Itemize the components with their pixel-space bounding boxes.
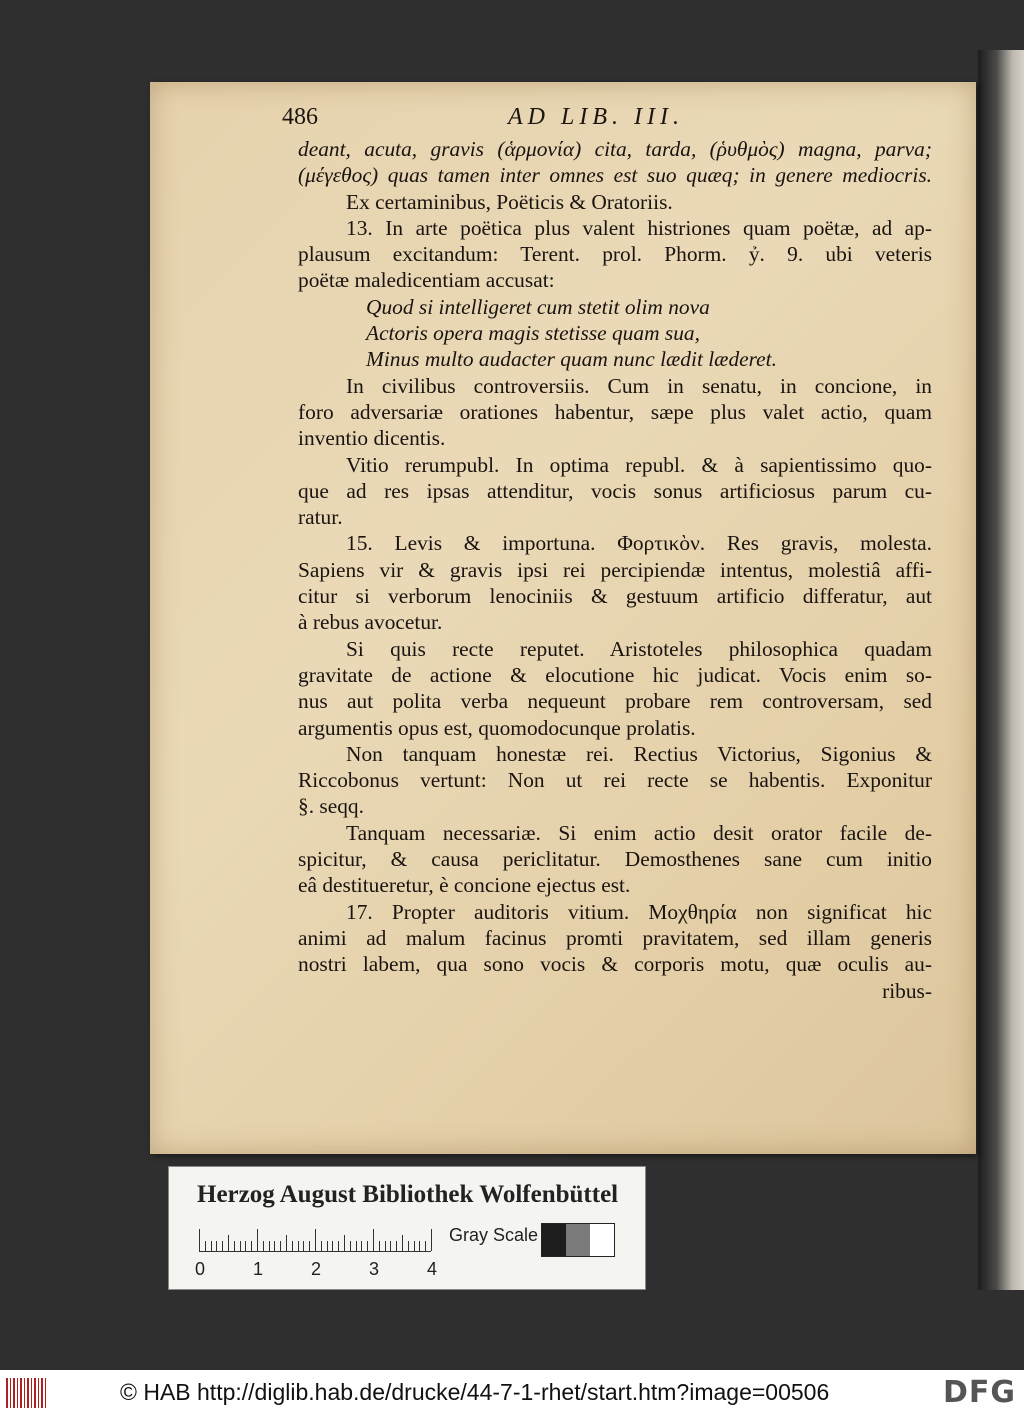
gray-scale-label: Gray Scale: [449, 1225, 539, 1245]
ruler-tick: [211, 1241, 212, 1251]
page-number: 486: [282, 104, 318, 130]
ruler-tick: [356, 1241, 357, 1251]
text-line: 13. In arte poëtica plus valent histriones quam poëtæ, ad ap-: [346, 215, 932, 240]
text-line: §. seqq.: [298, 794, 364, 819]
text-line: Sapiens vir & gravis ipsi rei percipiendæ intentus, molestiâ affi-: [298, 557, 932, 582]
ruler-tick: [274, 1241, 275, 1251]
dfg-logo: DFG: [942, 1375, 1016, 1410]
ruler-tick: [222, 1241, 223, 1251]
ruler-tick: [390, 1241, 391, 1251]
ruler-label: 3: [369, 1259, 380, 1279]
ruler-label: 2: [311, 1259, 322, 1279]
ruler-tick: [408, 1241, 409, 1251]
gray-scale-swatches: [541, 1223, 615, 1257]
text-line: citur si verborum lenociniis & gestuum artificio differatur, aut: [298, 584, 932, 609]
ruler-tick: [245, 1241, 246, 1251]
ruler-tick: [338, 1241, 339, 1251]
ruler-tick: [303, 1241, 304, 1251]
ruler-tick: [414, 1241, 415, 1251]
gray-swatch: [542, 1224, 566, 1256]
text-line: foro adversariæ orationes habentur, sæpe plus valet actio, quam: [298, 399, 932, 424]
ruler-tick: [425, 1241, 426, 1251]
text-line: argumentis opus est, quomodocunque prolatis.: [298, 715, 696, 740]
text-line: deant, acuta, gravis (ἁρμονία) cita, tarda, (ῥυθμὸς) magna, parva;: [298, 137, 932, 161]
page-text: [298, 136, 932, 1004]
text-line: Ex certaminibus, Poëticis & Oratoriis.: [346, 189, 673, 214]
ruler-tick: [396, 1241, 397, 1251]
text-line: gravitate de actione & elocutione hic judicat. Vocis enim so-: [298, 662, 932, 687]
text-line: Riccobonus vertunt: Non ut rei recte se habentis. Exponitur: [298, 768, 932, 793]
ruler-tick: [199, 1229, 200, 1251]
text-line: eâ destitueretur, è concione ejectus est.: [298, 873, 631, 898]
text-line: à rebus avocetur.: [298, 610, 443, 635]
ruler-tick: [263, 1241, 264, 1251]
text-line: Quod si intelligeret cum stetit olim nova: [366, 294, 710, 319]
ruler-tick: [379, 1241, 380, 1251]
text-line: 17. Propter auditoris vitium. Μοχθηρία non significat hic: [346, 899, 932, 924]
ruler-tick: [257, 1229, 258, 1251]
ruler-tick: [321, 1241, 322, 1251]
ruler-tick: [286, 1235, 287, 1251]
ruler-tick: [385, 1241, 386, 1251]
hab-logo-icon: [6, 1378, 46, 1408]
ruler-tick: [327, 1241, 328, 1251]
text-line: ratur.: [298, 505, 343, 530]
ruler-tick: [251, 1241, 252, 1251]
ruler-tick: [280, 1241, 281, 1251]
text-line: nus aut polita verba nequeunt probare rem controversam, sed: [298, 689, 932, 714]
copyright-url: © HAB http://diglib.hab.de/drucke/44-7-1-rhet/start.htm?image=00506: [120, 1379, 830, 1405]
text-line: inventio dicentis.: [298, 426, 446, 451]
ruler-tick: [315, 1229, 316, 1251]
ruler-tick: [216, 1241, 217, 1251]
text-line: 15. Levis & importuna. Φορτικὸν. Res gravis, molesta.: [346, 531, 932, 556]
ruler-tick: [344, 1235, 345, 1251]
ruler-tick: [240, 1241, 241, 1251]
text-line: Vitio rerumpubl. In optima republ. & à sapientissimo quo-: [346, 452, 932, 477]
text-line: Tanquam necessariæ. Si enim actio desit orator facile de-: [346, 820, 932, 845]
library-name: Herzog August Bibliothek Wolfenbüttel: [197, 1181, 619, 1208]
ruler-tick: [350, 1241, 351, 1251]
ruler-tick: [269, 1241, 270, 1251]
ruler-tick: [298, 1241, 299, 1251]
ruler-tick: [431, 1229, 432, 1251]
ruler-baseline: [199, 1251, 431, 1252]
ruler-tick: [234, 1241, 235, 1251]
text-line: In civilibus controversiis. Cum in senatu, in concione, in: [346, 373, 932, 398]
ruler-tick: [419, 1241, 420, 1251]
ruler-tick: [332, 1241, 333, 1251]
text-line: Minus multo audacter quam nunc lædit læderet.: [366, 347, 777, 372]
ruler-tick: [367, 1241, 368, 1251]
text-line: ribus-: [882, 978, 932, 1003]
text-line: animi ad malum facinus promti pravitatem, sed illam generis: [298, 925, 932, 950]
text-line: que ad res ipsas attenditur, vocis sonus artificiosus parum cu-: [298, 478, 932, 503]
text-line: spicitur, & causa periclitatur. Demosthenes sane cum initio: [298, 847, 932, 872]
text-line: (μέγεθος) quas tamen inter omnes est suo quæq; in genere mediocris.: [298, 163, 932, 188]
footer-bar: [0, 1370, 1024, 1416]
ruler-tick: [228, 1235, 229, 1251]
ruler-tick: [361, 1241, 362, 1251]
gray-swatch: [590, 1224, 614, 1256]
ruler-tick: [402, 1235, 403, 1251]
text-line: poëtæ maledicentiam accusat:: [298, 268, 555, 293]
book-page: [150, 82, 976, 1154]
running-head: AD LIB. III.: [508, 104, 684, 130]
text-line: Si quis recte reputet. Aristoteles philosophica quadam: [346, 636, 932, 661]
library-color-card: [168, 1166, 646, 1290]
book-spine: [978, 50, 1024, 1290]
ruler-tick: [373, 1229, 374, 1251]
ruler-label: 1: [253, 1259, 264, 1279]
scale-ruler: [199, 1223, 439, 1263]
ruler-tick: [309, 1241, 310, 1251]
text-line: Actoris opera magis stetisse quam sua,: [366, 321, 700, 346]
ruler-label: 4: [427, 1259, 438, 1279]
page-header: [282, 104, 916, 136]
ruler-label: 0: [195, 1259, 206, 1279]
ruler-tick: [205, 1241, 206, 1251]
text-line: nostri labem, qua sono vocis & corporis motu, quæ oculis au-: [298, 952, 932, 977]
text-line: Non tanquam honestæ rei. Rectius Victorius, Sigonius &: [346, 741, 932, 766]
text-line: plausum excitandum: Terent. prol. Phorm. ỷ. 9. ubi veteris: [298, 242, 932, 267]
ruler-tick: [292, 1241, 293, 1251]
gray-swatch: [566, 1224, 590, 1256]
